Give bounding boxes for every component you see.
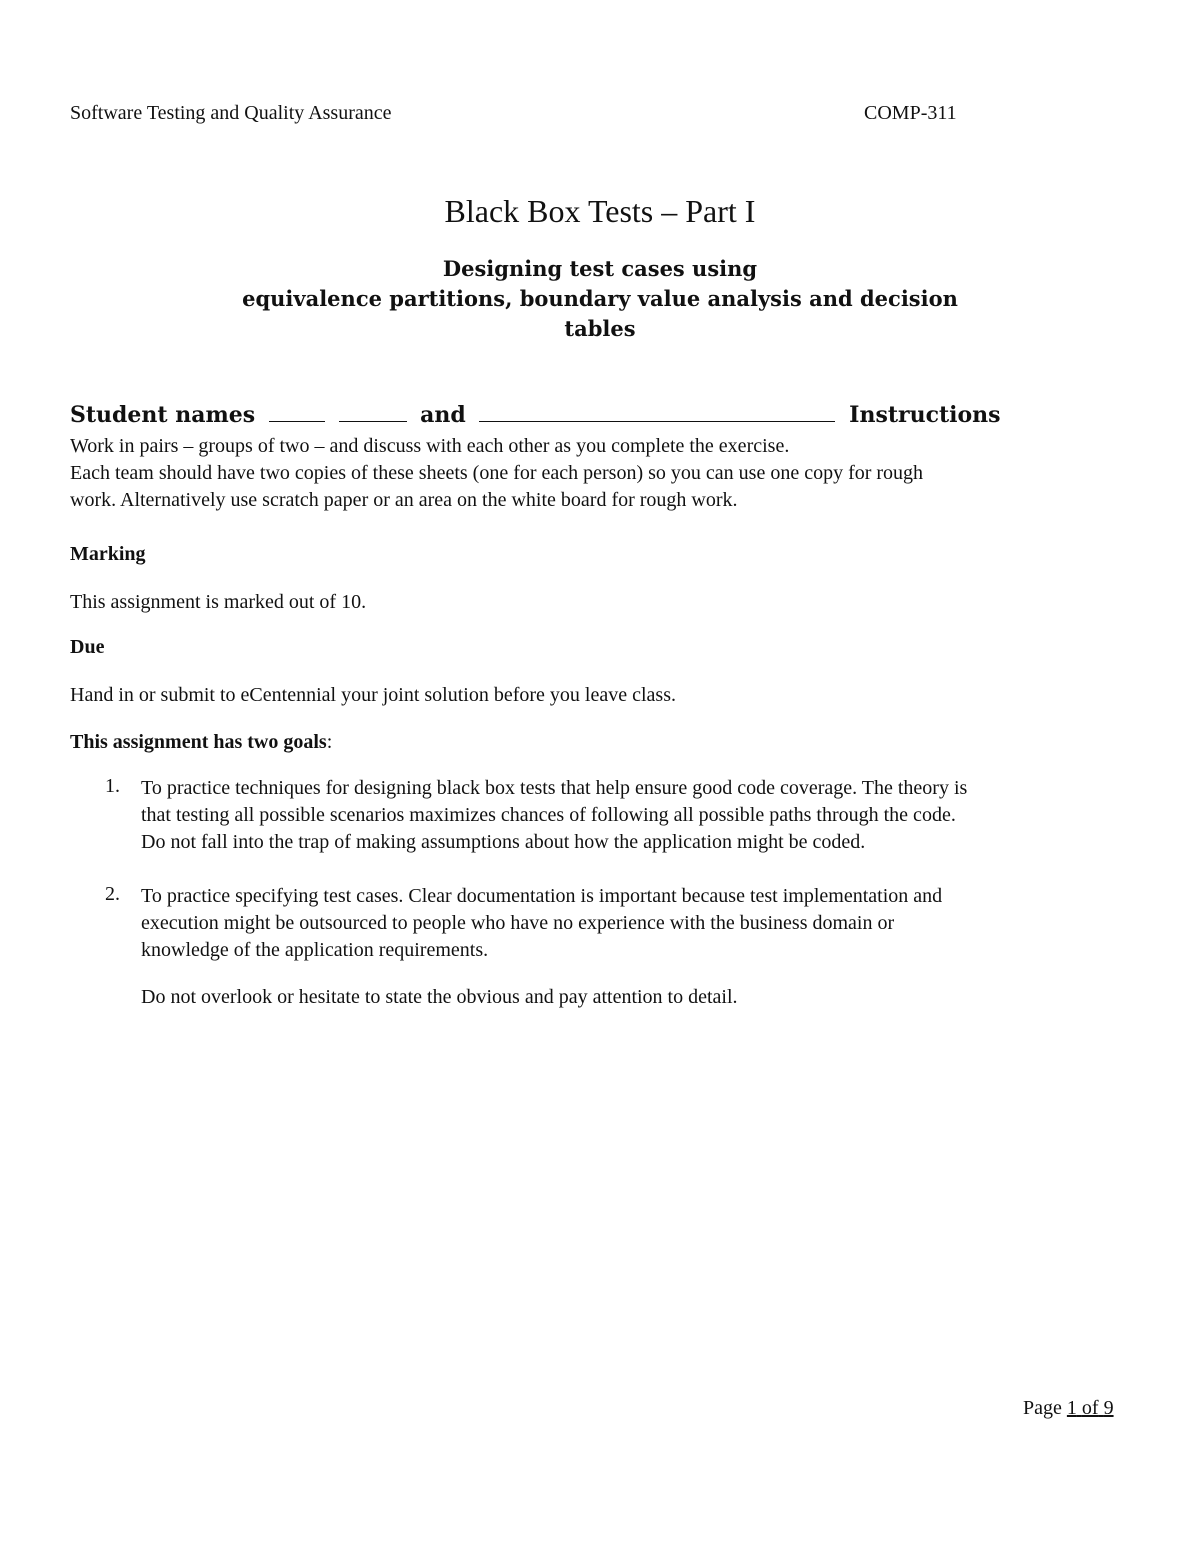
marking-text: This assignment is marked out of 10. bbox=[70, 591, 367, 613]
page-current: 1 bbox=[1066, 1397, 1077, 1419]
subtitle-line-3: tables bbox=[564, 316, 636, 341]
goal-2-line-3: knowledge of the application requirements. bbox=[141, 939, 489, 961]
goals-heading-line bbox=[70, 729, 332, 756]
student-name-blank-1b[interactable] bbox=[339, 401, 407, 422]
marking-heading: Marking bbox=[70, 543, 146, 565]
student-names-label: Student names bbox=[70, 402, 256, 428]
student-names-line bbox=[70, 401, 1001, 428]
goal-1-line-1: To practice techniques for designing black box tests that help ensure good code coverage. The theory is bbox=[141, 777, 968, 799]
of-label: of bbox=[1081, 1397, 1099, 1419]
instructions-line-2: Each team should have two copies of these sheets (one for each person) so you can use one copy for rough bbox=[70, 462, 924, 484]
document-subtitle bbox=[200, 254, 1000, 344]
subtitle-line-1: Designing test cases using bbox=[442, 256, 758, 281]
student-name-blank-1a[interactable] bbox=[269, 401, 325, 422]
subtitle-line-2: equivalence partitions, boundary value analysis and decision bbox=[242, 286, 958, 311]
document-title: Black Box Tests – Part I bbox=[444, 193, 756, 229]
goal-2-line-2: execution might be outsourced to people who have no experience with the business domain or bbox=[141, 912, 895, 934]
due-text: Hand in or submit to eCentennial your joint solution before you leave class. bbox=[70, 684, 676, 706]
page-total: 9 bbox=[1103, 1397, 1114, 1419]
instructions-text bbox=[70, 433, 923, 514]
goal-1-line-3: Do not fall into the trap of making assumptions about how the application might be coded. bbox=[141, 831, 866, 853]
instructions-line-3: work. Alternatively use scratch paper or an area on the white board for rough work. bbox=[70, 489, 738, 511]
course-code: COMP-311 bbox=[864, 102, 957, 124]
student-name-blank-2[interactable] bbox=[479, 401, 835, 422]
course-name: Software Testing and Quality Assurance bbox=[70, 102, 392, 124]
goals-colon: : bbox=[326, 731, 333, 753]
goal-2-extra: Do not overlook or hesitate to state the obvious and pay attention to detail. bbox=[141, 986, 738, 1008]
page-footer bbox=[1023, 1397, 1114, 1420]
page-label: Page bbox=[1023, 1397, 1062, 1419]
due-heading: Due bbox=[70, 636, 105, 658]
instructions-line-1: Work in pairs – groups of two – and discuss with each other as you complete the exercise. bbox=[70, 435, 790, 457]
goal-1-text bbox=[141, 775, 1131, 856]
goal-2-line-1: To practice specifying test cases. Clear documentation is important because test implementation and bbox=[141, 885, 943, 907]
goal-2-text bbox=[141, 883, 1131, 964]
goal-1-number: 1. bbox=[105, 775, 120, 797]
goal-1-line-2: that testing all possible scenarios maximizes chances of following all possible paths through the code. bbox=[141, 804, 956, 826]
goals-heading: This assignment has two goals bbox=[70, 731, 327, 753]
instructions-heading: Instructions bbox=[849, 402, 1001, 428]
goal-2-number: 2. bbox=[105, 883, 120, 905]
and-label: and bbox=[420, 402, 466, 428]
